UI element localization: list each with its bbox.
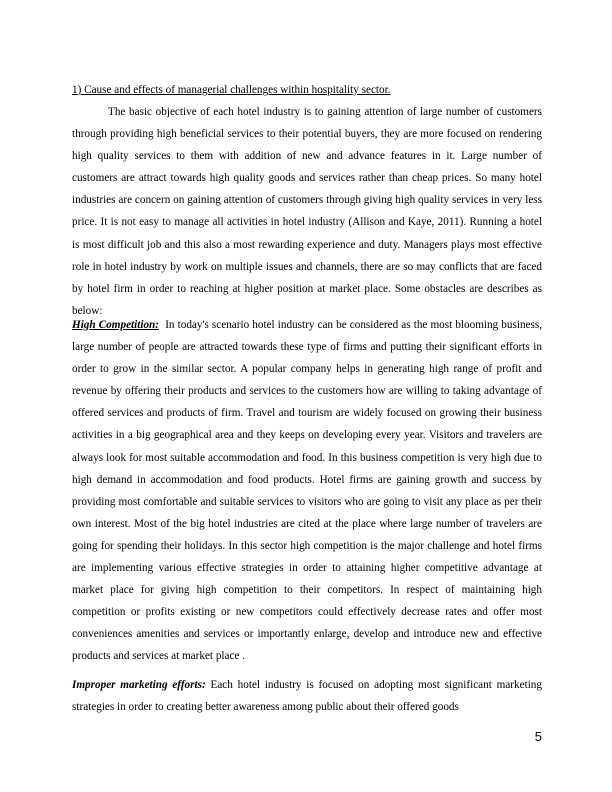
section-heading: 1) Cause and effects of managerial challenges within hospitality sector. xyxy=(72,84,391,96)
page-number: 5 xyxy=(534,729,542,744)
high-competition-paragraph xyxy=(72,314,542,668)
high-competition-label: High Competition: xyxy=(72,319,160,331)
high-competition-text: In today's scenario hotel industry can be considered as the most blooming business, large number of people are attracted towards these type of firms and putting their significant efforts in order to grow in the similar sector. A popular company helps in generating high range of profit and revenue by offering their products and services to the customers how are willing to taking advantage of offered services and products of firm. Travel and tourism are widely focused on growing their business activities in a big geographical area and they keeps on developing every year. Visitors and travelers are always look for most suitable accommodation and food. In this business competition is very high due to high demand in accommodation and food products. Hotel firms are gaining growth and success by providing most comfortable and suitable services to visitors who are going to visit any place as per their own interest. Most of the big hotel industries are cited at the place where large number of travelers are going for spending their holidays. In this sector high competition is the major challenge and hotel firms are implementing various effective strategies in order to attaining higher competitive advantage at market place for giving high competition to their competitors. In respect of maintaining high competition or profits existing or new competitors could effectively decrease rates and offer most conveniences amenities and services or importantly enlarge, develop and introduce new and effective products and services at market place . xyxy=(72,319,543,663)
improper-marketing-paragraph xyxy=(72,674,542,718)
improper-marketing-label: Improper marketing efforts: xyxy=(72,679,206,691)
improper-marketing-text: Each hotel industry is focused on adopting most significant marketing strategies in order to creating better awareness among public about their offered goods xyxy=(72,679,542,714)
intro-paragraph: The basic objective of each hotel industry is to gaining attention of large number of customers through providing high beneficial services to their potential buyers, they are more focused on rendering high quality services to them with addition of new and advance features in it. Large number of customers are attract towards high quality goods and services rather than cheap prices. So many hotel industries are concern on gaining attention of customers through giving high quality services in very less price. It is not easy to manage all activities in hotel industry (Allison and Kaye, 2011). Running a hotel is most difficult job and this also a most rewarding experience and duty. Managers plays most effective role in hotel industry by work on multiple issues and channels, there are so may conflicts that are faced by hotel firm in order to reaching at higher position at market place. Some obstacles are describes as below: xyxy=(72,106,542,317)
